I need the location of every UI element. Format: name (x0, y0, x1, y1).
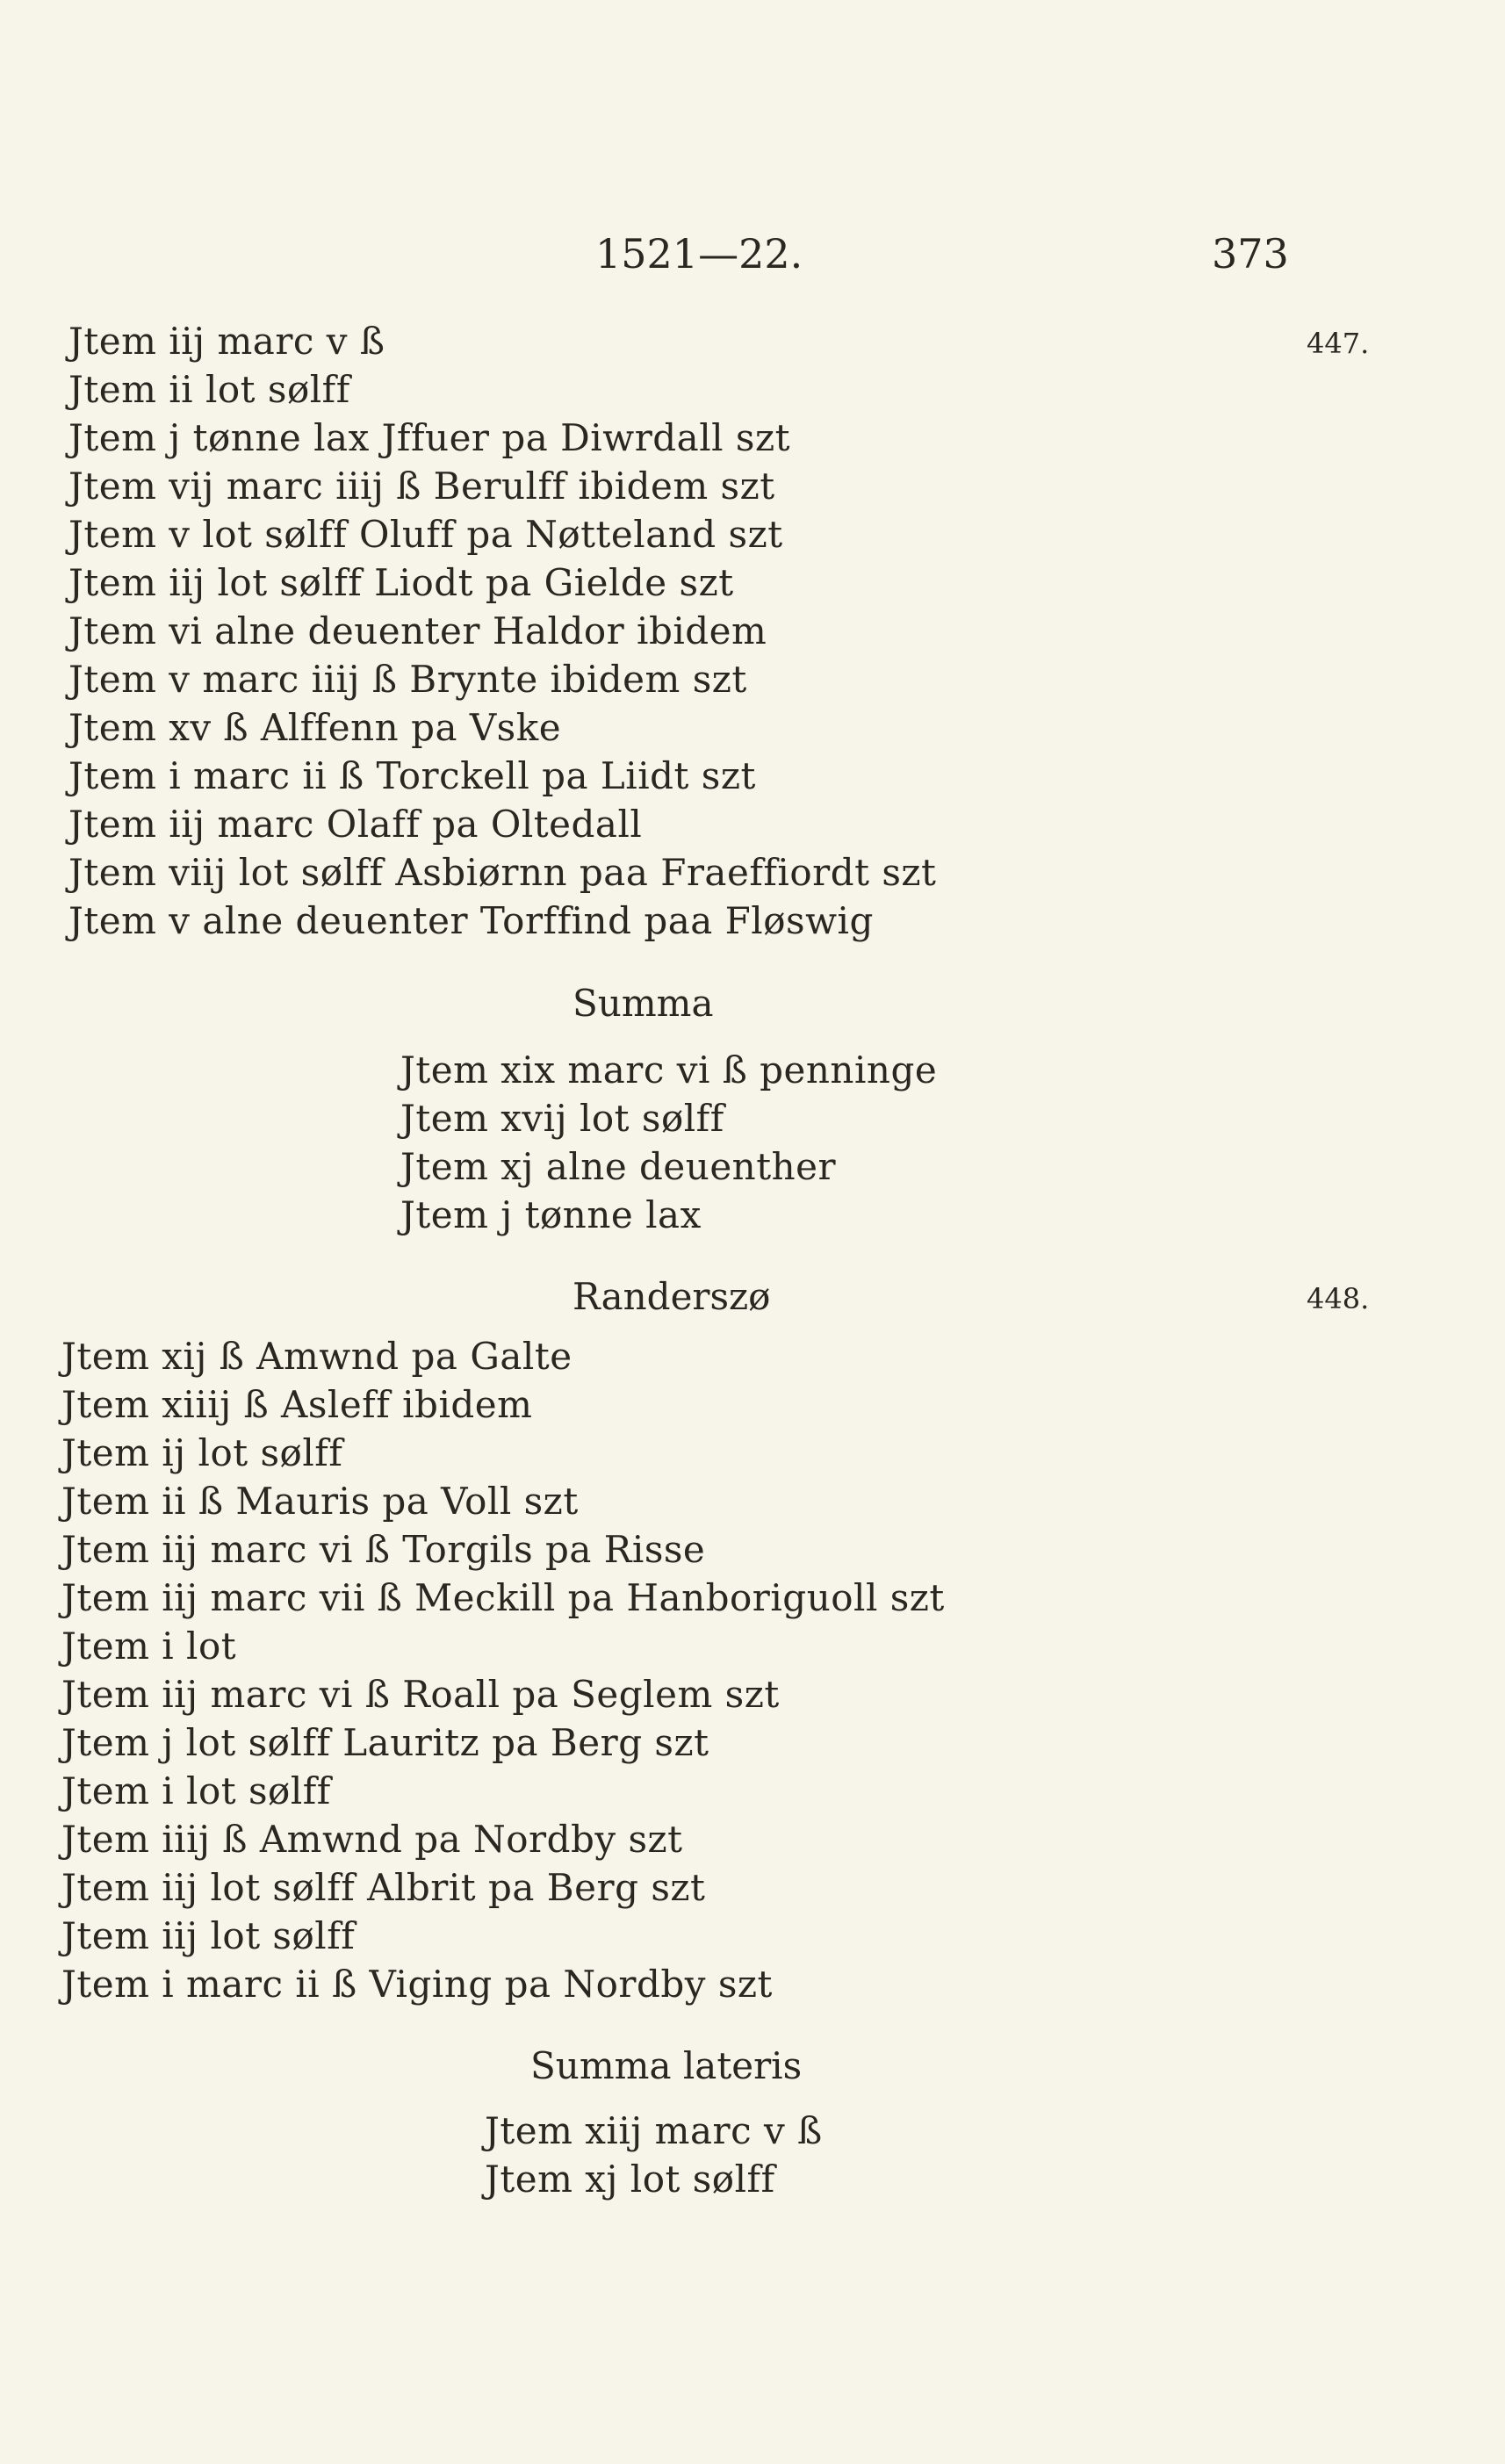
entry-line: Jtem i marc ii ß Torckell pa Liidt szt (68, 754, 756, 797)
summa-lateris-heading: Summa lateris (530, 2044, 803, 2087)
page-number: 373 (1212, 230, 1289, 277)
entry-line: Jtem j lot sølff Lauritz pa Berg szt (61, 1721, 709, 1764)
entry-line: Jtem iij lot sølff Liodt pa Gielde szt (68, 561, 734, 604)
summa-line: Jtem j tønne lax (400, 1193, 702, 1236)
entry-line: Jtem iij lot sølff Albrit pa Berg szt (61, 1866, 706, 1909)
entry-line: Jtem v lot sølff Oluff pa Nøtteland szt (68, 513, 783, 556)
entry-line: Jtem ij lot sølff (61, 1431, 343, 1474)
summa-heading: Summa (572, 982, 714, 1025)
entry-line: Jtem ii lot sølff (68, 368, 350, 411)
entry-line: Jtem iij lot sølff (61, 1914, 356, 1957)
entry-line: Jtem iij marc vi ß Roall pa Seglem szt (61, 1673, 780, 1716)
margin-number-448: 448. (1307, 1282, 1370, 1315)
summa-line: Jtem xj alne deuenther (400, 1145, 837, 1188)
entry-line: Jtem i marc ii ß Viging pa Nordby szt (61, 1963, 773, 2006)
entry-line: Jtem xiiij ß Asleff ibidem (61, 1383, 533, 1426)
summa-line: Jtem xiij marc v ß (485, 2109, 823, 2152)
entry-line: Jtem iij marc v ß (68, 320, 385, 363)
page-header-year: 1521—22. (595, 230, 803, 277)
entry-line: Jtem iiij ß Amwnd pa Nordby szt (61, 1818, 683, 1861)
entry-line: Jtem j tønne lax Jffuer pa Diwrdall szt (68, 416, 790, 459)
entry-line: Jtem v alne deuenter Torffind paa Fløswig (68, 899, 874, 942)
entry-line: Jtem v marc iiij ß Brynte ibidem szt (68, 658, 747, 701)
entry-line: Jtem i lot (61, 1625, 237, 1668)
entry-line: Jtem iij marc Olaff pa Oltedall (68, 803, 643, 846)
entry-line: Jtem vi alne deuenter Haldor ibidem (68, 609, 767, 652)
summa-line: Jtem xvij lot sølff (400, 1097, 724, 1140)
summa-line: Jtem xix marc vi ß penninge (400, 1048, 938, 1092)
margin-number-447: 447. (1307, 327, 1370, 360)
entry-line: Jtem xv ß Alffenn pa Vske (68, 706, 562, 749)
entry-line: Jtem iij marc vi ß Torgils pa Risse (61, 1528, 706, 1571)
entry-line: Jtem i lot sølff (61, 1769, 331, 1812)
entry-line: Jtem xij ß Amwnd pa Galte (61, 1335, 572, 1378)
entry-line: Jtem ii ß Mauris pa Voll szt (61, 1480, 579, 1523)
summa-line: Jtem xj lot sølff (485, 2158, 775, 2201)
entry-line: Jtem iij marc vii ß Meckill pa Hanboriguoll szt (61, 1576, 945, 1619)
entry-line: Jtem vij marc iiij ß Berulff ibidem szt (68, 465, 775, 508)
section-heading-randerszo: Randerszø (572, 1275, 771, 1318)
entry-line: Jtem viij lot sølff Asbiørnn paa Fraeffiordt szt (68, 851, 937, 894)
